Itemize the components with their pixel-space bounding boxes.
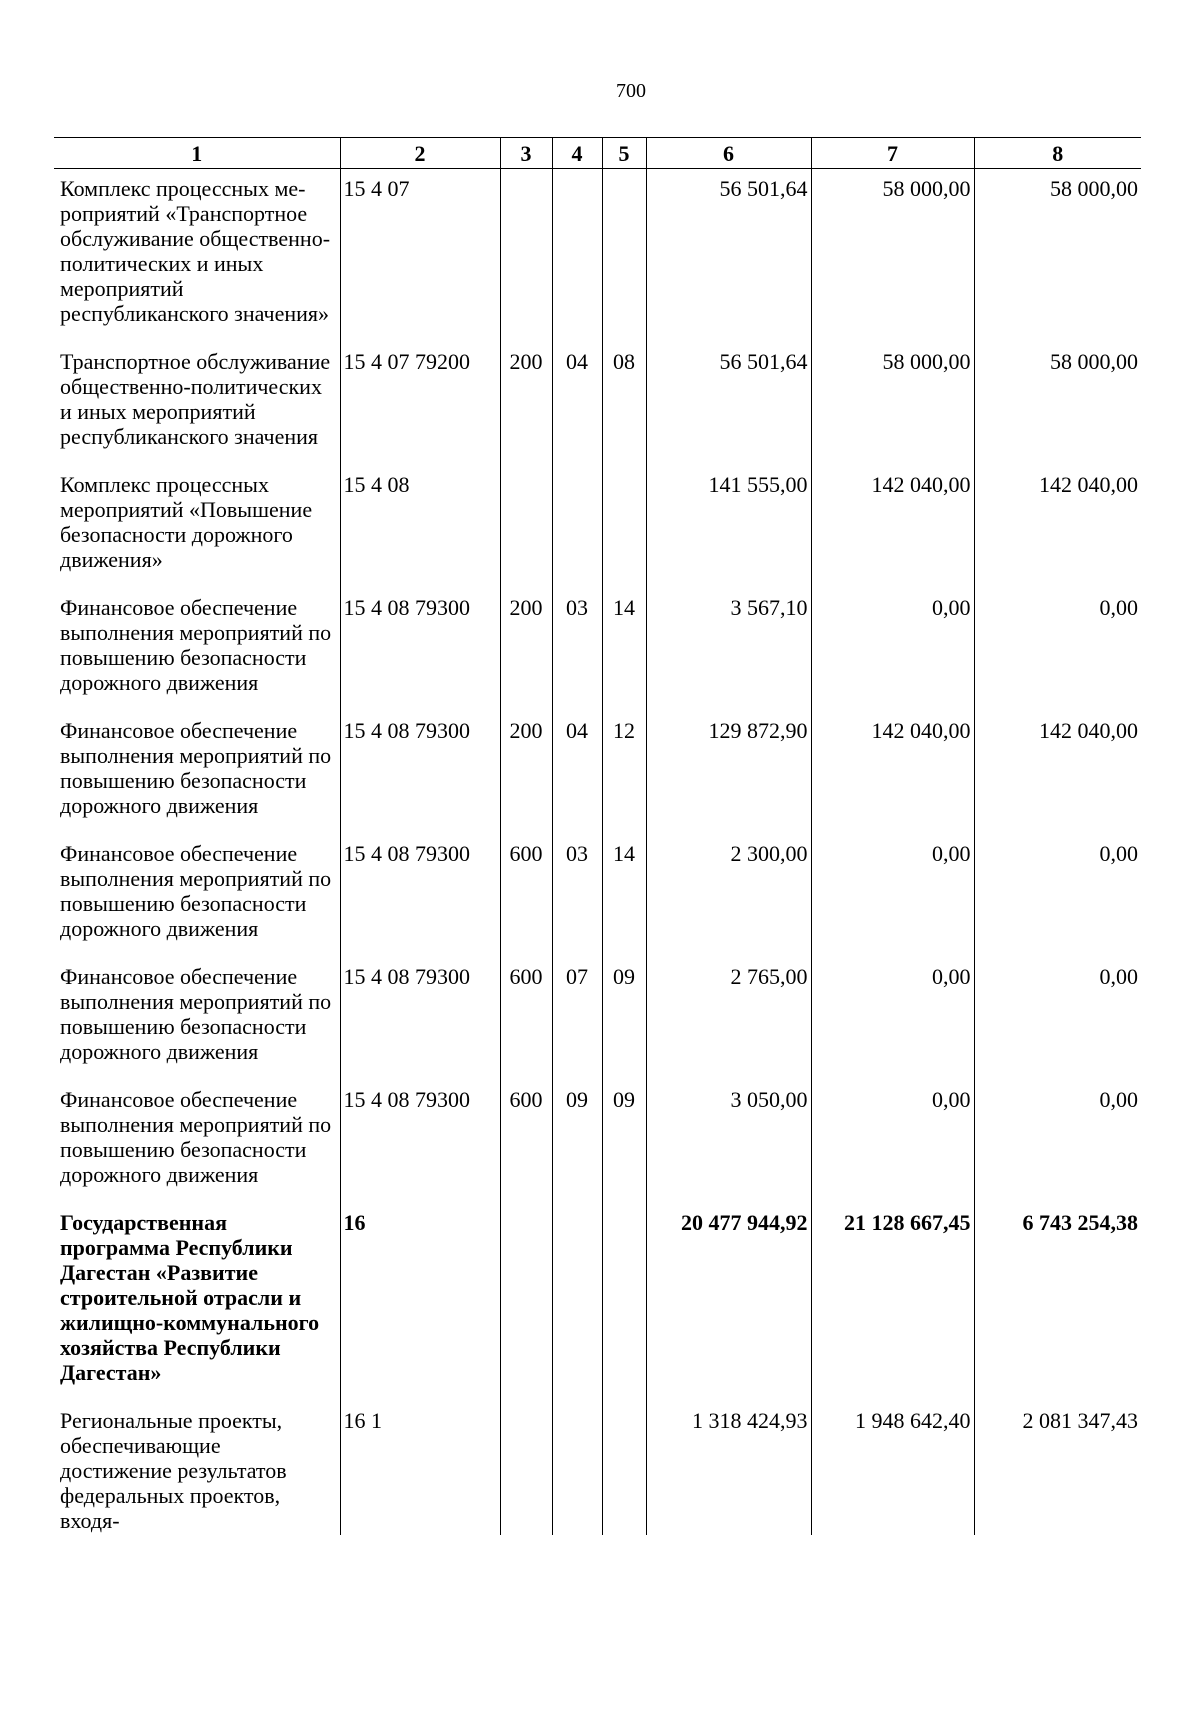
row-value-6: 3 050,00 (646, 1080, 811, 1203)
column-header-3: 3 (500, 138, 552, 169)
row-code: 15 4 08 79300 (340, 711, 500, 834)
page-number: 700 (616, 80, 646, 102)
row-value-7: 58 000,00 (811, 169, 974, 343)
column-header-4: 4 (552, 138, 602, 169)
row-col-3 (500, 1401, 552, 1535)
table-row (54, 342, 1141, 465)
row-code: 15 4 08 (340, 465, 500, 588)
column-header-1: 1 (54, 138, 340, 169)
table-row-program-total (54, 1203, 1141, 1401)
row-col-4: 09 (552, 1080, 602, 1203)
row-col-3: 600 (500, 834, 552, 957)
row-col-3: 600 (500, 1080, 552, 1203)
row-col-5: 08 (602, 342, 646, 465)
row-col-4: 03 (552, 588, 602, 711)
row-col-4: 03 (552, 834, 602, 957)
row-col-4: 07 (552, 957, 602, 1080)
row-col-3: 200 (500, 342, 552, 465)
row-name: Финансовое обеспечение выполнения мероприятий по повышению безопасности дорожного движения (54, 1080, 340, 1203)
row-col-5 (602, 1203, 646, 1401)
row-value-8: 0,00 (974, 1080, 1141, 1203)
row-name: Комплекс процессных мероприятий «Повышение безопасности дорожного движения» (54, 465, 340, 588)
row-col-3: 200 (500, 711, 552, 834)
row-value-8: 6 743 254,38 (974, 1203, 1141, 1401)
row-name: Финансовое обеспечение выполнения мероприятий по повышению безопасности дорожного движения (54, 588, 340, 711)
table-row (54, 465, 1141, 588)
row-col-5: 09 (602, 957, 646, 1080)
row-code: 15 4 08 79300 (340, 834, 500, 957)
table-row (54, 1080, 1141, 1203)
row-col-4: 04 (552, 711, 602, 834)
row-value-6: 2 765,00 (646, 957, 811, 1080)
row-value-8: 0,00 (974, 588, 1141, 711)
row-value-8: 0,00 (974, 834, 1141, 957)
row-value-7: 21 128 667,45 (811, 1203, 974, 1401)
row-col-5 (602, 1401, 646, 1535)
row-name: Комплекс процессных ме-роприятий «Транспортное обслуживание общественно-политических и иных мероприятий республиканского значения» (54, 169, 340, 343)
column-header-7: 7 (811, 138, 974, 169)
row-code: 15 4 07 79200 (340, 342, 500, 465)
row-col-3: 600 (500, 957, 552, 1080)
row-value-7: 142 040,00 (811, 465, 974, 588)
row-value-8: 58 000,00 (974, 342, 1141, 465)
table-row (54, 957, 1141, 1080)
row-col-3 (500, 465, 552, 588)
row-col-4 (552, 465, 602, 588)
row-col-5: 12 (602, 711, 646, 834)
row-value-7: 0,00 (811, 834, 974, 957)
row-value-6: 1 318 424,93 (646, 1401, 811, 1535)
row-code: 15 4 07 (340, 169, 500, 343)
row-col-3 (500, 169, 552, 343)
row-name: Региональные проекты, обеспечивающие достижение результатов федеральных проектов, входя- (54, 1401, 340, 1535)
row-col-5: 14 (602, 834, 646, 957)
row-value-7: 0,00 (811, 957, 974, 1080)
column-header-8: 8 (974, 138, 1141, 169)
row-value-6: 20 477 944,92 (646, 1203, 811, 1401)
table-row (54, 169, 1141, 343)
row-value-7: 142 040,00 (811, 711, 974, 834)
row-value-8: 142 040,00 (974, 711, 1141, 834)
row-code: 15 4 08 79300 (340, 588, 500, 711)
row-name: Финансовое обеспечение выполнения мероприятий по повышению безопасности дорожного движения (54, 711, 340, 834)
row-code: 15 4 08 79300 (340, 1080, 500, 1203)
row-col-4 (552, 1401, 602, 1535)
column-header-5: 5 (602, 138, 646, 169)
row-value-6: 56 501,64 (646, 342, 811, 465)
row-value-6: 141 555,00 (646, 465, 811, 588)
table-row (54, 1401, 1141, 1535)
row-value-6: 129 872,90 (646, 711, 811, 834)
row-col-4 (552, 1203, 602, 1401)
table-row (54, 588, 1141, 711)
row-value-7: 0,00 (811, 1080, 974, 1203)
row-value-6: 56 501,64 (646, 169, 811, 343)
table-row (54, 834, 1141, 957)
row-col-5: 14 (602, 588, 646, 711)
row-code: 16 1 (340, 1401, 500, 1535)
row-col-4: 04 (552, 342, 602, 465)
row-col-5 (602, 465, 646, 588)
row-name: Государственная программа Республики Дагестан «Развитие строительной отрасли и жилищно-коммунального хозяйства Республики Дагестан» (54, 1203, 340, 1401)
row-value-8: 58 000,00 (974, 169, 1141, 343)
row-code: 15 4 08 79300 (340, 957, 500, 1080)
row-value-8: 142 040,00 (974, 465, 1141, 588)
row-value-7: 58 000,00 (811, 342, 974, 465)
row-name: Транспортное обслуживание общественно-политических и иных мероприятий республиканского значения (54, 342, 340, 465)
row-col-5 (602, 169, 646, 343)
header-row (54, 138, 1141, 169)
row-col-3 (500, 1203, 552, 1401)
row-code: 16 (340, 1203, 500, 1401)
row-value-8: 0,00 (974, 957, 1141, 1080)
row-value-6: 3 567,10 (646, 588, 811, 711)
row-value-7: 1 948 642,40 (811, 1401, 974, 1535)
row-col-5: 09 (602, 1080, 646, 1203)
column-header-6: 6 (646, 138, 811, 169)
row-col-4 (552, 169, 602, 343)
row-name: Финансовое обеспечение выполнения мероприятий по повышению безопасности дорожного движения (54, 834, 340, 957)
row-value-6: 2 300,00 (646, 834, 811, 957)
row-col-3: 200 (500, 588, 552, 711)
table-row (54, 711, 1141, 834)
row-value-7: 0,00 (811, 588, 974, 711)
column-header-2: 2 (340, 138, 500, 169)
row-value-8: 2 081 347,43 (974, 1401, 1141, 1535)
row-name: Финансовое обеспечение выполнения мероприятий по повышению безопасности дорожного движения (54, 957, 340, 1080)
budget-table (54, 137, 1141, 1535)
